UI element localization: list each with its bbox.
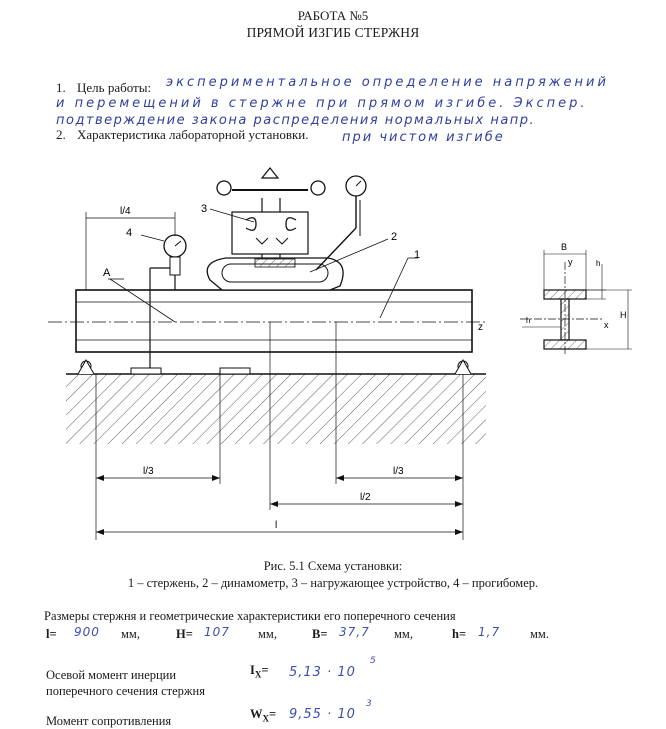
param-l-value: 900 — [74, 625, 100, 639]
inertia-subscript: X — [254, 669, 262, 680]
param-H-unit: мм, — [258, 627, 277, 641]
param-H-value: 107 — [204, 625, 230, 639]
inertia-equals: = — [261, 663, 269, 677]
param-l-unit: мм, — [121, 627, 140, 641]
item-2-label: Характеристика лабораторной установки. — [77, 127, 309, 142]
dimensions-heading: Размеры стержня и геометрические характеристики его поперечного сечения — [44, 609, 456, 623]
inertia-label-line1: Осевой момент инерции — [46, 668, 177, 682]
dim-l3-right: l/3 — [393, 466, 404, 477]
section-B-label: B — [561, 242, 568, 252]
modulus-subscript: X — [262, 713, 269, 724]
ground-hatch — [66, 374, 486, 444]
goal-handwritten-line-1: экспериментальное определение напряжений — [166, 75, 609, 90]
left-support — [78, 360, 94, 374]
modulus-symbol — [250, 707, 276, 724]
modulus-exponent: 3 — [366, 699, 373, 709]
goal-handwritten-line-3: подтверждение закона распределения нормальных напр. — [56, 113, 536, 128]
param-h-unit: мм. — [530, 627, 549, 641]
stand-mid — [220, 368, 250, 374]
modulus-label: Момент сопротивления — [46, 714, 172, 728]
leader-2 — [310, 239, 388, 272]
label-4: 4 — [126, 227, 133, 239]
right-support — [455, 360, 471, 374]
dim-l3-left: l/3 — [143, 466, 154, 477]
modulus-value: 9,55 · 10 — [289, 707, 356, 722]
param-l-symbol: l= — [46, 627, 57, 641]
section-x-label: x — [604, 320, 609, 330]
item-1-number: 1. — [56, 80, 66, 95]
label-3: 3 — [201, 203, 208, 215]
axis-z-label: z — [478, 322, 483, 333]
label-1: 1 — [414, 249, 421, 261]
work-title: РАБОТА №5 — [297, 8, 369, 23]
item-2-number: 2. — [56, 127, 66, 142]
section-y-label: y — [568, 257, 573, 267]
work-topic: ПРЯМОЙ ИЗГИБ СТЕРЖНЯ — [246, 25, 420, 40]
installation-diagram — [0, 160, 666, 540]
goal-handwritten-line-2: и перемещений в стержне при прямом изгибе. Экспер. — [56, 96, 588, 111]
modulus-equals: = — [269, 707, 277, 721]
goal-handwritten-line-4: при чистом изгибе — [342, 130, 505, 145]
dim-l4: l/4 — [120, 206, 131, 217]
param-H-symbol: H= — [176, 627, 193, 641]
modulus-symbol-letter: W — [250, 707, 263, 721]
stand-left — [131, 368, 161, 374]
label-A: A — [103, 267, 111, 279]
inertia-value: 5,13 · 10 — [289, 665, 356, 680]
section-h-top-label: h — [596, 259, 601, 268]
label-2: 2 — [391, 231, 398, 243]
section-H-label: H — [620, 310, 627, 320]
beam-rod — [76, 290, 472, 352]
inertia-symbol-letter: I — [250, 663, 255, 677]
dim-l2: l/2 — [360, 492, 371, 503]
inertia-symbol — [250, 663, 269, 680]
param-B-unit: мм, — [394, 627, 413, 641]
item-1-label: Цель работы: — [77, 80, 152, 95]
param-B-value: 37,7 — [339, 625, 370, 639]
leader-4 — [141, 235, 164, 241]
figure-caption: Рис. 5.1 Схема установки: — [263, 559, 403, 573]
param-h-value: 1,7 — [478, 625, 501, 639]
param-B-symbol: B= — [312, 627, 328, 641]
dim-l-full: l — [275, 520, 278, 531]
inertia-label-line2: поперечного сечения стержня — [46, 684, 205, 698]
section-h-side-label: h — [526, 316, 531, 325]
inertia-exponent: 5 — [370, 656, 377, 666]
param-h-symbol: h= — [452, 627, 467, 641]
figure-legend: 1 – стержень, 2 – динамометр, 3 – нагружающее устройство, 4 – прогибомер. — [127, 576, 539, 590]
loading-device — [232, 212, 308, 254]
